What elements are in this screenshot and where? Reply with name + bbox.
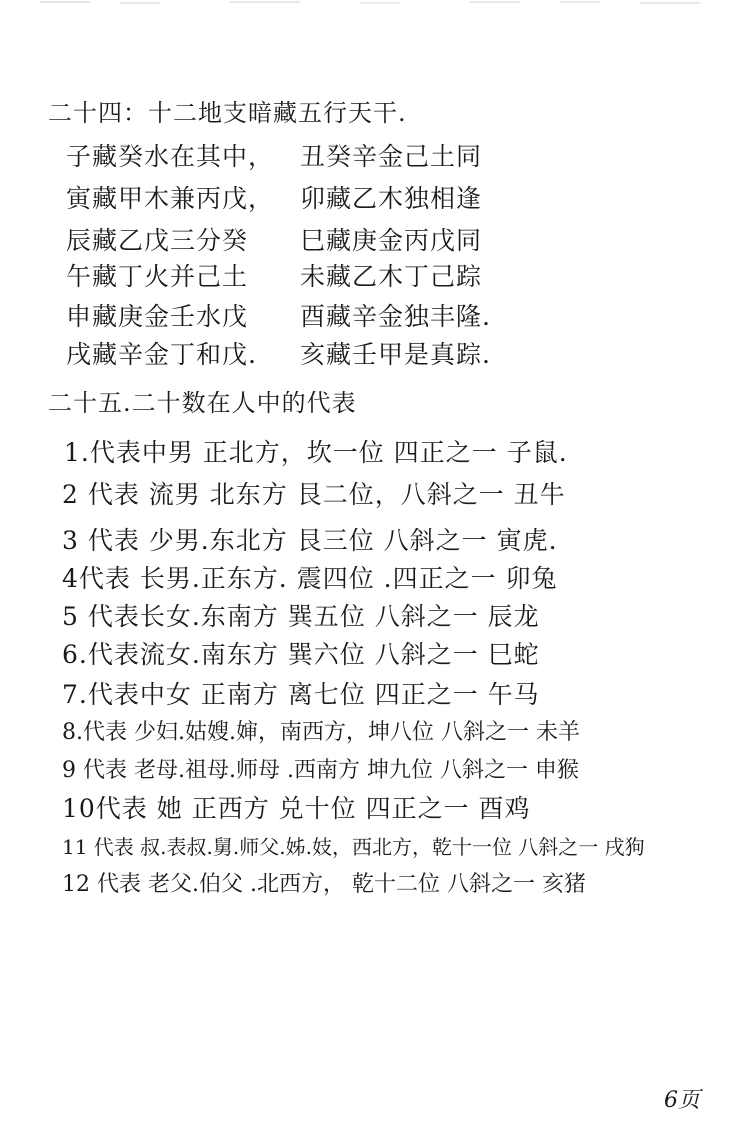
list-item: 9 代表 老母.祖母.师母 .西南方 坤九位 八斜之一 申猴 (62, 758, 579, 783)
list-item: 4代表 长男.正东方. 震四位 .四正之一 卯兔 (62, 564, 558, 593)
list-item: 11 代表 叔.表叔.舅.师父.姊.妓，西北方，乾十一位 八斜之一 戌狗 (62, 835, 645, 859)
verse-left: 辰藏乙戊三分癸 (66, 226, 249, 255)
list-item: 12 代表 老父.伯父 .北西方， 乾十二位 八斜之一 亥猪 (62, 872, 586, 897)
list-item: 1.代表中男 正北方，坎一位 四正之一 子鼠. (64, 438, 568, 467)
list-item: 5 代表长女.东南方 巽五位 八斜之一 辰龙 (62, 602, 540, 631)
verse-right: 巳藏庚金丙戊同 (300, 226, 483, 255)
list-item: 10代表 她 正西方 兑十位 四正之一 酉鸡 (62, 794, 531, 823)
verse-left: 子藏癸水在其中， (66, 142, 275, 171)
verse-left: 申藏庚金壬水戊 (66, 302, 249, 331)
verse-right: 丑癸辛金己土同 (300, 142, 483, 171)
list-item: 3 代表 少男.东北方 艮三位 八斜之一 寅虎. (62, 526, 558, 555)
list-item: 2 代表 流男 北东方 艮二位，八斜之一 丑牛 (62, 480, 566, 509)
verse-left: 戌藏辛金丁和戊. (66, 340, 257, 369)
page-number: 6页 (664, 1088, 700, 1113)
section-25-heading: 二十五.二十数在人中的代表 (48, 389, 357, 417)
list-item: 8.代表 少妇.姑嫂.婶，南西方，坤八位 八斜之一 未羊 (62, 720, 580, 745)
verse-right: 亥藏壬甲是真踪. (300, 340, 491, 369)
list-item: 7.代表中女 正南方 离七位 四正之一 午马 (62, 680, 540, 709)
verse-right: 卯藏乙木独相逢 (300, 184, 483, 213)
list-item: 6.代表流女.南东方 巽六位 八斜之一 巳蛇 (62, 640, 540, 669)
verse-left: 午藏丁火并己土 (66, 262, 249, 291)
verse-right: 酉藏辛金独丰隆. (300, 302, 491, 331)
scan-edge-marks (0, 0, 733, 8)
verse-right: 未藏乙木丁己踪 (300, 262, 483, 291)
verse-left: 寅藏甲木兼丙戊， (66, 184, 275, 213)
section-24-heading: 二十四：十二地支暗藏五行天干. (48, 99, 407, 127)
